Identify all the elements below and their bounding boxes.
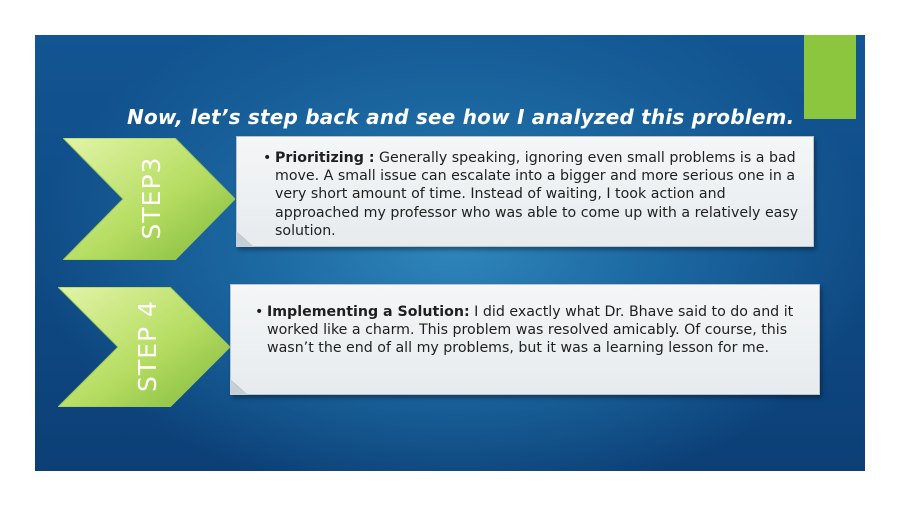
- step4-textbox: [230, 284, 820, 395]
- step4-label: STEP 4: [133, 300, 162, 392]
- step3-paragraph: [263, 149, 805, 240]
- step4-paragraph: [255, 303, 813, 358]
- step3-label: STEP3: [137, 156, 166, 240]
- page-curl-icon: [236, 231, 254, 247]
- bullet-icon: •: [255, 304, 264, 320]
- step3-heading: Prioritizing :: [275, 150, 375, 166]
- step4-heading: Implementing a Solution:: [267, 304, 470, 320]
- slide-title: Now, let’s step back and see how I analyzed this problem.: [127, 105, 795, 129]
- page-curl-icon: [230, 379, 248, 395]
- slide: [35, 35, 865, 471]
- step3-text: Generally speaking, ignoring even small problems is a bad move. A small issue can escalate into a bigger and more serious one in a very short amount of time. Instead of waiting, I took action and approached my professor who was able to come up with a relatively easy solution.: [275, 150, 799, 239]
- accent-bar: [804, 35, 856, 119]
- step3-textbox: [236, 136, 814, 247]
- step4-text: I did exactly what Dr. Bhave said to do and it worked like a charm. This problem was resolved amicably. Of course, this wasn’t the end of all my problems, but it was a learning lesson for me.: [267, 304, 794, 357]
- bullet-icon: •: [263, 150, 272, 166]
